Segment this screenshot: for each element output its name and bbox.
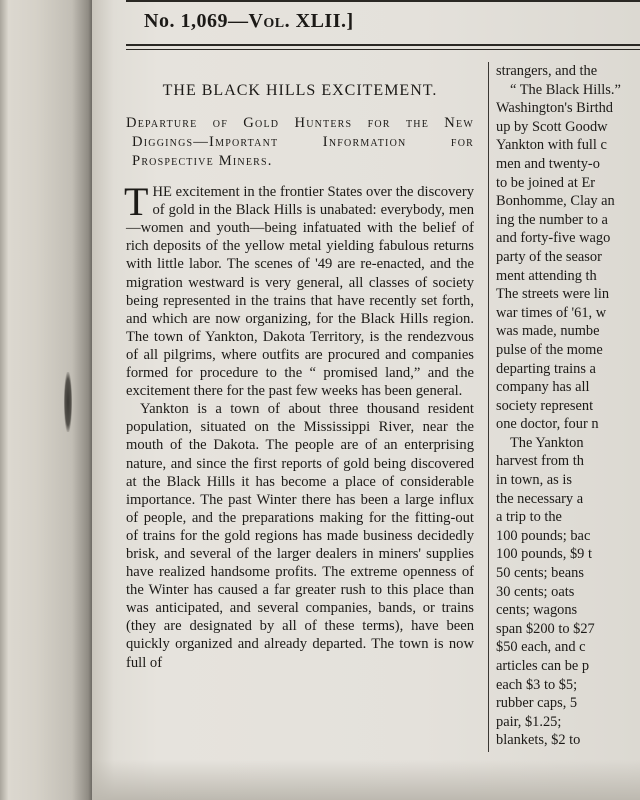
- right-column-line: The Yankton: [510, 434, 584, 451]
- right-column-line: men and twenty-o: [496, 155, 600, 172]
- right-column-line: 30 cents; oats: [496, 583, 575, 600]
- right-column-line: “ The Black Hills.”: [510, 81, 621, 98]
- header-separator: —: [227, 10, 249, 32]
- paragraph-1-text: HE excitement in the frontier States over the discovery of gold in the Black Hills is unabated: everybody, men—women and youth—being infatuated with the belief of rich deposits of the yellow metal yielding fabulous returns with little labor. The scenes of '49 are re-enacted, and the migration westward is very general, all classes of society being represented in the trains that have recently set forth, and which are now organizing, for the Black Hills region. The town of Yankton, Dakota Territory, is the rendezvous of all pilgrims, where outfits are procured and companies formed for procedure to the “ promised land,” and the excitement there for the past few weeks has been general.: [126, 184, 474, 400]
- column-divider: [488, 62, 489, 752]
- right-column-line: harvest from th: [496, 453, 584, 470]
- right-column-line: Yankton with full c: [496, 137, 607, 154]
- right-column-line: and forty-five wago: [496, 230, 611, 247]
- paragraph-2: Yankton is a town of about three thousand resident population, situated on the Mississippi River, near the mouth of the Dakota. The people are of an enterprising nature, and since the first reports of gold being discovered at the Black Hills it has become a place of considerable importance. The past Winter there has been a large influx of people, and the preparations making for the fitting-out of trains for the gold regions has made business decidedly brisk, and several of the larger dealers in miners' supplies have realized handsome profits. The extreme openness of the Winter has caused a far greater rush to this place than was anticipated, and several companies, bands, or trains (they are designated by all of these terms), have been quickly organized and already departed. The town is now full of: [126, 401, 474, 671]
- issue-header: [144, 10, 354, 33]
- article-headline: THE BLACK HILLS EXCITEMENT.: [162, 82, 438, 99]
- right-column-line: ment attending th: [496, 267, 597, 284]
- header-rule-thick: [126, 44, 640, 46]
- right-column-line: cents; wagons: [496, 602, 578, 619]
- right-column-line: society represent: [496, 397, 594, 414]
- right-column-line: up by Scott Goodw: [496, 118, 608, 135]
- right-column-line: rubber caps, 5: [496, 695, 578, 712]
- right-column-line: articles can be p: [496, 658, 590, 674]
- right-column-line: was made, numbe: [496, 323, 600, 340]
- left-page-edge: [0, 0, 92, 800]
- right-column-line: 100 pounds; bac: [496, 527, 591, 544]
- article-column: [126, 82, 474, 672]
- right-column-line: a trip to the: [496, 509, 562, 526]
- right-column-line: one doctor, four n: [496, 416, 599, 433]
- paragraph-1: [124, 179, 474, 400]
- right-column-line: each $3 to $5;: [496, 676, 578, 693]
- volume-label: Vol. XLII.]: [248, 10, 354, 32]
- header-rule-thin: [126, 49, 640, 50]
- right-column-line: strangers, and the: [496, 63, 598, 79]
- header-top-rule: [126, 0, 640, 2]
- right-column-line: Bonhomme, Clay an: [496, 193, 615, 210]
- issue-number: No. 1,069: [144, 10, 228, 32]
- right-column-line: The streets were lin: [496, 286, 610, 303]
- right-column-line: party of the seasor: [496, 248, 602, 265]
- right-column-line: $50 each, and c: [496, 639, 586, 656]
- right-column-line: pulse of the mome: [496, 341, 603, 358]
- right-column-line: departing trains a: [496, 360, 596, 377]
- right-column-line: to be joined at Er: [496, 174, 596, 191]
- right-column-line: Washington's Birthd: [496, 100, 613, 117]
- right-column-line: in town, as is: [496, 472, 572, 489]
- article-subhead: Departure of Gold Hunters for the New Diggings—Important Information for Prospective Miners.: [126, 115, 474, 170]
- right-column-line: the necessary a: [496, 490, 584, 507]
- binding-stain: [64, 372, 72, 432]
- right-column-line: 100 pounds, $9 t: [496, 546, 592, 563]
- right-column-line: 50 cents; beans: [496, 565, 584, 582]
- drop-cap: T: [124, 179, 149, 225]
- right-column-line: pair, $1.25;: [496, 713, 562, 730]
- right-column-line: war times of '61, w: [496, 304, 607, 321]
- right-column-line: company has all: [496, 379, 590, 396]
- newspaper-page: [92, 0, 640, 800]
- adjacent-column: [496, 62, 640, 750]
- right-column-line: ing the number to a: [496, 211, 608, 228]
- right-column-line: blankets, $2 to: [496, 732, 581, 749]
- right-column-line: span $200 to $27: [496, 620, 595, 637]
- article-body: [124, 179, 474, 672]
